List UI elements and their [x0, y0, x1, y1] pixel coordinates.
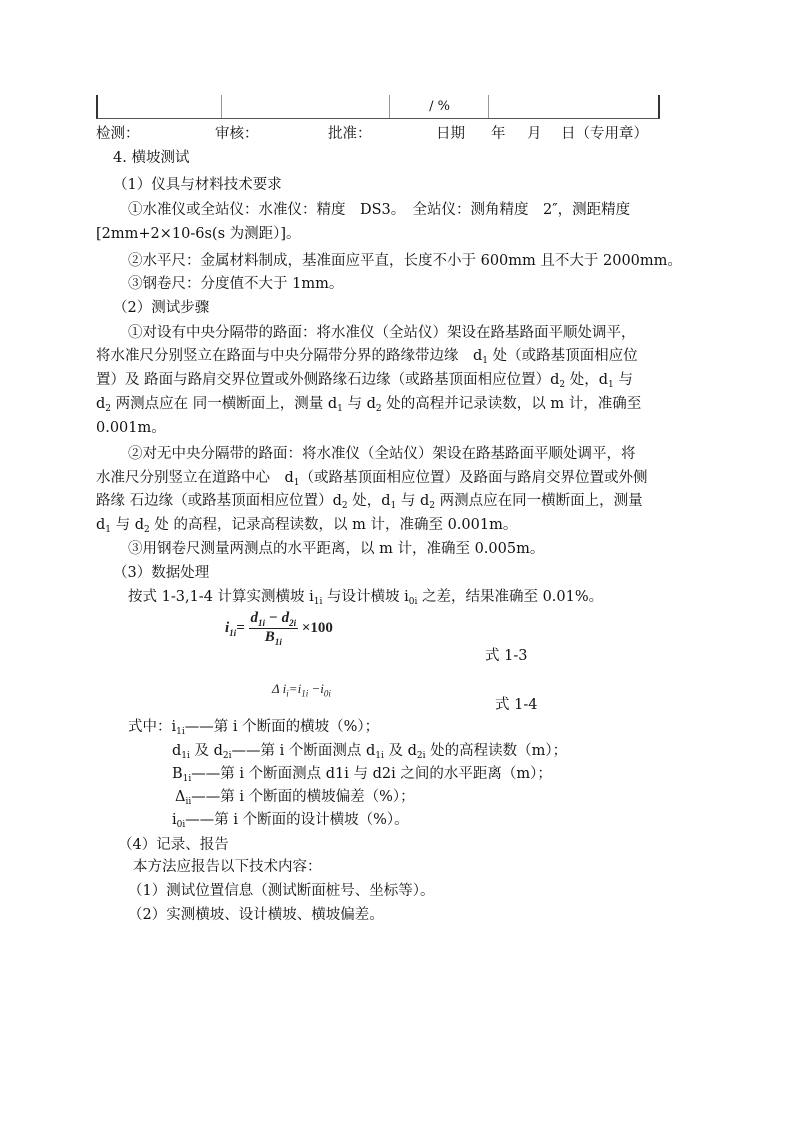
formula-text: ×100	[301, 619, 333, 636]
subscript: 2	[559, 380, 566, 390]
inspect-label: 检测：	[96, 126, 140, 142]
formula-text: B	[264, 629, 275, 645]
text-line-s3	[113, 564, 209, 582]
text-run: 处的高程并记录读数，以 m 计，准确至	[381, 396, 642, 412]
text-run: 置）及 路面与路肩交界位置或外侧路缘石边缘（或路基顶面相应位置）d	[96, 372, 560, 388]
formula-text: i	[225, 619, 230, 636]
text-line-q1b	[96, 347, 638, 365]
text-run: 与设计横坡 i	[322, 589, 409, 605]
table-cell	[488, 95, 657, 118]
table-cell	[221, 95, 390, 118]
text-run: d	[96, 396, 106, 412]
text-run: ——第 i 个断面测点 d	[231, 743, 376, 759]
text-line-q1d	[96, 395, 641, 413]
text-line-r1	[128, 588, 603, 606]
results-table-row	[96, 95, 660, 119]
text-run: ①水准仪或全站仪：水准仪：精度 DS3。 全站仪：测角精度 2″，测距精度	[128, 202, 631, 218]
text-line-h4	[113, 149, 189, 167]
text-line-t1	[133, 858, 322, 876]
subscript: 1	[105, 525, 112, 535]
text-run: 及 d	[189, 743, 223, 759]
text-line-p3	[128, 275, 343, 293]
subscript: 0i	[408, 597, 418, 607]
text-run: 之差，结果准确至 0.01%。	[417, 589, 604, 605]
year-label: 年	[491, 126, 506, 142]
text-run: 处，d	[565, 372, 609, 388]
subscript: 1i	[375, 751, 384, 761]
subscript: 2i	[222, 751, 232, 761]
text-run: 路缘 石边缘（或路基顶面相应位置）d	[96, 493, 342, 509]
text-run: 处，d	[347, 493, 391, 509]
text-run: （1）仪具与材料技术要求	[113, 177, 282, 193]
approve-label: 批准：	[328, 126, 372, 142]
text-line-s4	[118, 836, 229, 854]
text-run: （2）实测横坡、设计横坡、横坡偏差。	[128, 907, 384, 923]
subscript: 1	[337, 404, 343, 414]
formula-sub: 0i	[323, 688, 331, 699]
text-line-q1c	[96, 371, 633, 389]
text-line-q2a	[128, 445, 636, 463]
text-line-p1a	[128, 201, 630, 219]
text-run: 与 d	[342, 396, 376, 412]
text-line-s1	[113, 176, 282, 194]
subscript: 1i	[313, 597, 323, 607]
text-line-w3	[172, 765, 552, 783]
text-run: 本方法应报告以下技术内容：	[133, 859, 322, 875]
text-line-w1	[128, 718, 379, 736]
formula-sub: 1i	[301, 688, 309, 699]
text-run: d	[172, 743, 182, 759]
formula-text: d	[281, 610, 290, 626]
text-line-q2b	[96, 469, 648, 487]
text-run: 水准尺分别竖立在道路中心 d	[96, 470, 294, 486]
fraction	[249, 610, 299, 647]
text-run: 与	[613, 372, 633, 388]
day-seal-label: 日（专用章）	[561, 126, 648, 142]
text-line-t2	[128, 882, 434, 900]
subscript: 2	[105, 404, 112, 414]
subscript: 2	[429, 501, 436, 511]
text-line-s2	[113, 299, 209, 317]
subscript: 0i	[176, 820, 186, 830]
formula-text: i	[297, 681, 302, 696]
text-line-w5	[172, 811, 409, 829]
text-run: （2）测试步骤	[113, 300, 210, 316]
formula-text: =	[236, 619, 245, 636]
subscript: 2	[341, 501, 348, 511]
text-run: 式 1-3	[485, 648, 528, 664]
formula-text: −	[308, 681, 321, 696]
text-run: 将水准尺分别竖立在路面与中央分隔带分界的路缘带边缘 d	[96, 348, 483, 364]
text-line-t3	[128, 906, 384, 924]
text-line-q1a	[128, 324, 636, 342]
subscript: 2i	[416, 751, 426, 761]
text-run: B	[172, 766, 183, 782]
text-line-q3	[128, 540, 544, 558]
text-run: （3）数据处理	[113, 565, 210, 581]
text-line-eq4	[495, 696, 537, 714]
text-run: 及 d	[383, 743, 417, 759]
text-line-w4	[175, 788, 415, 806]
formula-text: −	[265, 610, 282, 626]
table-cell-unit: / %	[389, 95, 489, 118]
formula-text: i	[282, 681, 287, 696]
text-line-w2	[172, 742, 567, 760]
text-run: 两测点应在同一横断面上，测量	[435, 493, 643, 509]
text-run: ①对设有中央分隔带的路面：将水准仪（全站仪）架设在路基路面平顺处调平，	[128, 325, 636, 341]
formula-1-4	[272, 681, 331, 699]
formula-sub: 1i	[274, 637, 282, 647]
text-run: ——第 i 个断面的横坡偏差（%）；	[191, 789, 415, 805]
text-line-q1e	[96, 419, 166, 437]
text-run: ③钢卷尺：分度值不大于 1mm。	[128, 276, 344, 292]
text-line-eq3	[485, 647, 527, 665]
text-run: 两测点应在 同一横断面上，测量 d	[111, 396, 338, 412]
text-run: [2mm+2×10-6s(s 为测距）]。	[96, 226, 301, 242]
formula-1-3	[225, 610, 333, 647]
subscript: 1i	[182, 774, 192, 784]
text-line-p2	[128, 252, 682, 270]
text-run: ②水平尺：金属材料制成，基准面应平直，长度不小于 600mm 且不大于 2000mm。	[128, 253, 682, 269]
subscript: ii	[185, 797, 192, 807]
formula-sub: 1i	[258, 618, 266, 628]
text-run: 处的高程读数（m）；	[425, 743, 568, 759]
subscript: 1i	[176, 727, 185, 737]
subscript: 2	[144, 525, 150, 535]
formula-sub: 1i	[229, 627, 237, 638]
text-run: （1）测试位置信息（测试断面桩号、坐标等）。	[128, 883, 435, 899]
formula-text: =	[288, 681, 298, 696]
formula-sub: 2i	[289, 618, 297, 628]
text-run: 4. 横坡测试	[113, 150, 190, 166]
text-line-p1b	[96, 225, 301, 243]
text-run: i	[172, 812, 177, 828]
month-label: 月	[527, 126, 542, 142]
text-run: 0.001m。	[96, 420, 166, 436]
text-run: 式 1-4	[495, 697, 538, 713]
text-run: ——第 i 个断面的设计横坡（%）。	[185, 812, 409, 828]
text-run: 式中：i	[128, 719, 177, 735]
text-line-q2c	[96, 492, 643, 510]
formula-text: d	[250, 610, 258, 626]
text-run: （4）记录、报告	[118, 837, 229, 853]
subscript: 1	[293, 478, 300, 488]
text-run: ——第 i 个断面的横坡（%）；	[184, 719, 380, 735]
text-run: ③用钢卷尺测量两测点的水平距离，以 m 计，准确至 0.005m。	[128, 541, 545, 557]
subscript: 1	[482, 356, 489, 366]
text-run: （或路基顶面相应位置）及路面与路肩交界位置或外侧	[299, 470, 648, 486]
date-label: 日期	[436, 126, 465, 142]
formula-text: i	[320, 681, 324, 696]
subscript: 2	[375, 404, 382, 414]
formula-sub: i	[286, 688, 289, 699]
text-run: 按式 1-3,1-4 计算实测横坡 i	[128, 589, 314, 605]
text-run: 与 d	[396, 493, 430, 509]
text-run: ——第 i 个断面测点 d1i 与 d2i 之间的水平距离（m）；	[191, 766, 552, 782]
subscript: 1i	[181, 751, 190, 761]
table-cell	[98, 95, 221, 118]
text-run: 处（或路基顶面相应位	[488, 348, 638, 364]
text-run: 与 d	[111, 517, 145, 533]
subscript: 1	[390, 501, 397, 511]
text-line-q2d	[96, 516, 517, 534]
subscript: 1	[608, 380, 614, 390]
text-run: Δ	[175, 789, 186, 805]
review-label: 审核：	[215, 126, 259, 142]
text-run: ②对无中央分隔带的路面：将水准仪（全站仪）架设在路基路面平顺处调平，将	[128, 446, 636, 462]
formula-text: Δ	[272, 681, 280, 696]
text-run: d	[96, 517, 106, 533]
text-run: 处 的高程，记录高程读数，以 m 计，准确至 0.001m。	[149, 517, 518, 533]
